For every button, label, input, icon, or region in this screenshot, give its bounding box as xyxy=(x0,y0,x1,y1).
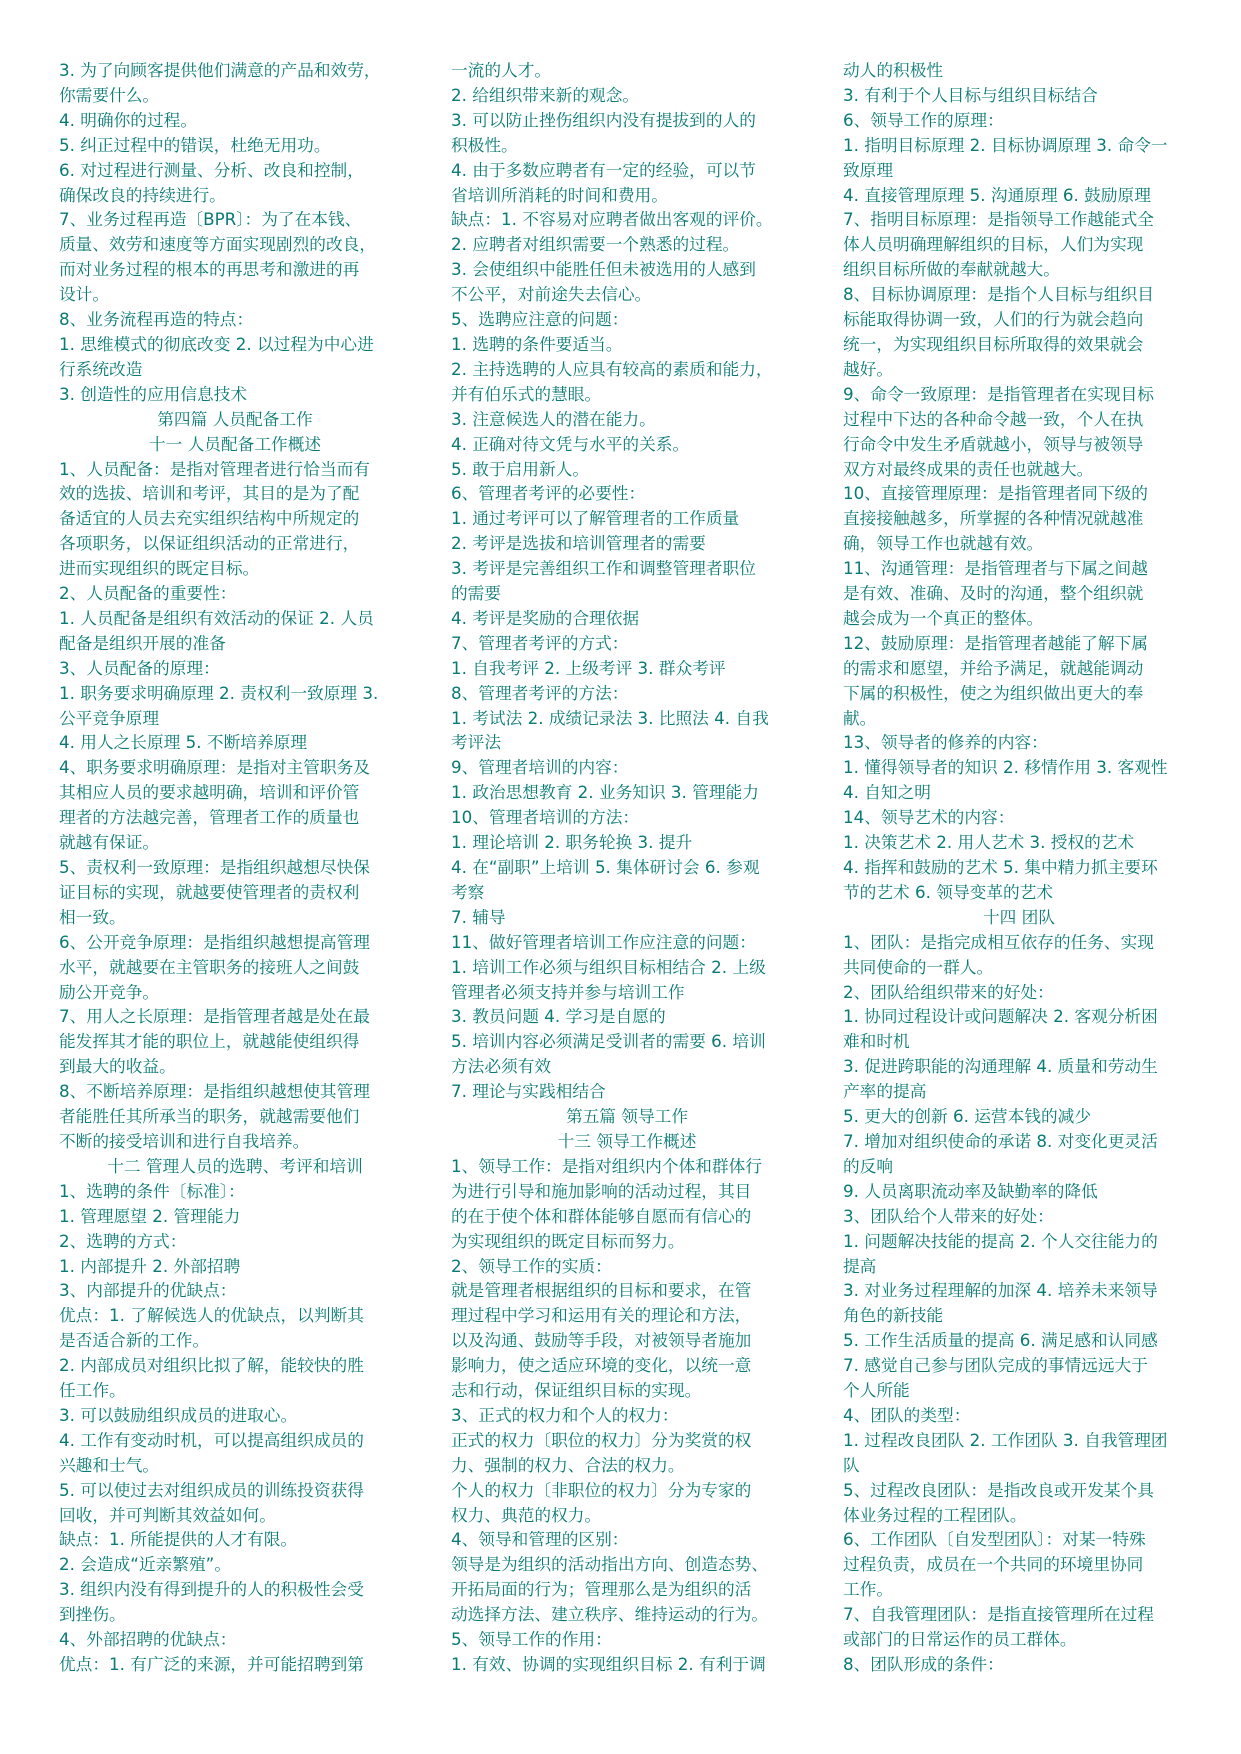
text-line: 是否适合新的工作。 xyxy=(59,1330,210,1351)
text-line: 设计。 xyxy=(59,284,110,305)
text-line: 5. 纠正过程中的错误，杜绝无用功。 xyxy=(59,134,331,155)
text-line: 到挫伤。 xyxy=(59,1604,126,1625)
text-line: 4、外部招聘的优缺点： xyxy=(59,1629,237,1650)
text-line: 影响力，使之适应环境的变化，以统一意 xyxy=(451,1355,752,1376)
text-line: 2、团队给组织带来的好处： xyxy=(843,981,1054,1002)
text-line: 14、领导艺术的内容： xyxy=(843,807,1015,828)
text-line: 任工作。 xyxy=(59,1380,126,1401)
text-line: 4. 指挥和鼓励的艺术 5. 集中精力抓主要环 xyxy=(843,857,1158,877)
text-line: 5、领导工作的作用： xyxy=(451,1629,612,1650)
text-line: 6、公开竞争原理：是指组织越想提高管理 xyxy=(59,931,370,952)
text-line: 8、业务流程再造的特点： xyxy=(59,309,254,330)
text-line: 5、过程改良团队：是指改良或开发某个具 xyxy=(843,1479,1154,1500)
text-line: 1、选聘的条件〔标准〕： xyxy=(59,1180,245,1201)
section-heading: 第五篇 领导工作 xyxy=(565,1106,689,1127)
text-line: 9、命令一致原理：是指管理者在实现目标 xyxy=(843,383,1154,404)
text-line: 2. 考评是选拔和培训管理者的需要 xyxy=(451,533,706,554)
text-line: 1. 政治思想教育 2. 业务知识 3. 管理能力 xyxy=(451,782,759,803)
section-heading: 十三 领导工作概述 xyxy=(557,1130,697,1151)
text-line: 产率的提高 xyxy=(843,1081,927,1102)
text-line: 角色的新技能 xyxy=(843,1305,944,1326)
text-line: 个人所能 xyxy=(843,1380,910,1401)
text-line: 1. 过程改良团队 2. 工作团队 3. 自我管理团 xyxy=(843,1429,1168,1450)
text-line: 4、职务要求明确原理：是指对主管职务及 xyxy=(59,757,370,778)
text-line: 理者的方法越完善，管理者工作的质量也 xyxy=(59,807,360,828)
text-line: 进而实现组织的既定目标。 xyxy=(59,558,260,579)
text-line: 缺点：1. 不容易对应聘者做出客观的评价。 xyxy=(451,209,773,230)
text-line: 者能胜任其所承当的职务，就越需要他们 xyxy=(59,1106,360,1127)
text-line: 队 xyxy=(843,1454,860,1475)
text-line: 省培训所消耗的时间和费用。 xyxy=(451,184,668,205)
text-line: 4. 自知之明 xyxy=(843,782,931,803)
text-line: 权力、典范的权力。 xyxy=(451,1504,602,1525)
text-line: 领导是为组织的活动指出方向、创造态势、 xyxy=(451,1554,769,1575)
text-line: 考察 xyxy=(451,881,485,902)
text-line: 证目标的实现，就越要使管理者的责权利 xyxy=(59,881,360,902)
text-line: 6. 对过程进行测量、分析、改良和控制， xyxy=(59,159,364,180)
text-line: 献。 xyxy=(843,707,877,728)
text-line: 4. 考评是奖励的合理依据 xyxy=(451,607,640,628)
section-heading: 十二 管理人员的选聘、考评和培训 xyxy=(107,1155,363,1176)
text-line: 3. 考评是完善组织工作和调整管理者职位 xyxy=(451,558,756,579)
text-line: 确保改良的持续进行。 xyxy=(59,184,226,205)
text-line: 9、管理者培训的内容： xyxy=(451,757,629,778)
text-line: 13、领导者的修养的内容： xyxy=(843,732,1048,753)
text-line: 4. 正确对待文凭与水平的关系。 xyxy=(451,433,690,454)
text-line: 下属的积极性，使之为组织做出更大的奉 xyxy=(843,682,1144,703)
section-heading: 第四篇 人员配备工作 xyxy=(157,408,313,429)
text-line: 理过程中学习和运用有关的理论和方法， xyxy=(451,1305,752,1326)
text-line: 8、不断培养原理：是指组织越想使其管理 xyxy=(59,1081,370,1102)
text-column-middle xyxy=(451,58,803,1677)
text-line: 行命令中发生矛盾就越小，领导与被领导 xyxy=(843,433,1144,454)
text-line: 组织目标所做的奉献就越大。 xyxy=(843,259,1060,280)
text-line: 3. 注意候选人的潜在能力。 xyxy=(451,408,656,429)
text-line: 方法必须有效 xyxy=(451,1056,552,1077)
text-line: 1、领导工作：是指对组织内个体和群体行 xyxy=(451,1155,762,1176)
text-line: 10、直接管理原理：是指管理者同下级的 xyxy=(843,483,1148,504)
text-line: 不断的接受培训和进行自我培养。 xyxy=(59,1130,310,1151)
text-line: 的需求和愿望，并给予满足，就越能调动 xyxy=(843,657,1144,678)
text-line: 正式的权力〔职位的权力〕分为奖赏的权 xyxy=(451,1429,752,1450)
text-column-left xyxy=(59,58,411,1677)
text-line: 1. 指明目标原理 2. 目标协调原理 3. 命令一 xyxy=(843,134,1168,155)
text-line: 1. 理论培训 2. 职务轮换 3. 提升 xyxy=(451,832,693,853)
text-line: 4. 直接管理原理 5. 沟通原理 6. 鼓励原理 xyxy=(843,184,1151,205)
text-line: 4. 明确你的过程。 xyxy=(59,109,198,130)
text-line: 就越有保证。 xyxy=(59,832,160,853)
text-line: 5、选聘应注意的问题： xyxy=(451,309,629,330)
text-line: 到最大的收益。 xyxy=(59,1056,176,1077)
text-line: 力、强制的权力、合法的权力。 xyxy=(451,1454,685,1475)
text-line: 2. 主持选聘的人应具有较高的素质和能力， xyxy=(451,358,773,379)
text-line: 缺点：1. 所能提供的人才有限。 xyxy=(59,1529,298,1550)
text-line: 7. 辅导 xyxy=(451,906,506,927)
text-line: 7. 理论与实践相结合 xyxy=(451,1081,606,1102)
text-line: 7、用人之长原理：是指管理者越是处在最 xyxy=(59,1006,370,1027)
text-line: 5. 更大的创新 6. 运营本钱的减少 xyxy=(843,1106,1092,1127)
text-line: 5. 可以使过去对组织成员的训练投资获得 xyxy=(59,1479,364,1500)
text-line: 5. 工作生活质量的提高 6. 满足感和认同感 xyxy=(843,1330,1158,1351)
text-line: 1. 选聘的条件要适当。 xyxy=(451,333,623,354)
text-line: 为进行引导和施加影响的活动过程，其目 xyxy=(451,1180,752,1201)
text-line: 4. 用人之长原理 5. 不断培养原理 xyxy=(59,732,308,753)
text-line: 动人的积极性 xyxy=(843,60,944,80)
text-line: 1. 人员配备是组织有效活动的保证 2. 人员 xyxy=(59,607,374,628)
text-line: 4. 在“副职”上培训 5. 集体研讨会 6. 参观 xyxy=(451,857,760,877)
text-line: 6、领导工作的原理： xyxy=(843,109,1004,130)
text-line: 越会成为一个真正的整体。 xyxy=(843,607,1044,628)
text-line: 公平竞争原理 xyxy=(59,707,160,728)
text-line: 工作。 xyxy=(843,1579,894,1600)
text-line: 一流的人才。 xyxy=(451,60,552,80)
text-line: 1. 管理愿望 2. 管理能力 xyxy=(59,1205,241,1226)
text-line: 志和行动，保证组织目标的实现。 xyxy=(451,1380,702,1401)
text-line: 3、正式的权力和个人的权力： xyxy=(451,1404,679,1425)
text-line: 5. 培训内容必须满足受训者的需要 6. 培训 xyxy=(451,1031,766,1052)
section-heading: 十四 团队 xyxy=(982,906,1056,927)
text-line: 2、选聘的方式： xyxy=(59,1230,187,1251)
text-line: 11、做好管理者培训工作应注意的问题： xyxy=(451,931,756,952)
text-line: 7、自我管理团队：是指直接管理所在过程 xyxy=(843,1604,1154,1625)
text-line: 体业务过程的工程团队。 xyxy=(843,1504,1027,1525)
text-line: 致原理 xyxy=(843,159,894,180)
text-line: 1. 自我考评 2. 上级考评 3. 群众考评 xyxy=(451,657,726,678)
text-line: 积极性。 xyxy=(451,134,518,155)
text-line: 2. 内部成员对组织比拟了解，能较快的胜 xyxy=(59,1355,364,1376)
text-line: 配备是组织开展的准备 xyxy=(59,632,226,653)
text-line: 水平，就越要在主管职务的接班人之间鼓 xyxy=(59,956,360,977)
text-line: 4、团队的类型： xyxy=(843,1404,971,1425)
text-line: 4、领导和管理的区别： xyxy=(451,1529,629,1550)
text-line: 共同使命的一群人。 xyxy=(843,956,994,977)
text-line: 或部门的日常运作的员工群体。 xyxy=(843,1629,1077,1650)
text-line: 优点：1. 有广泛的来源，并可能招聘到第 xyxy=(59,1654,364,1674)
text-line: 4. 工作有变动时机，可以提高组织成员的 xyxy=(59,1429,364,1450)
text-line: 提高 xyxy=(843,1255,877,1276)
text-line: 标能取得协调一致，人们的行为就会趋向 xyxy=(843,309,1144,330)
text-line: 3、团队给个人带来的好处： xyxy=(843,1205,1054,1226)
text-line: 1. 决策艺术 2. 用人艺术 3. 授权的艺术 xyxy=(843,832,1135,853)
text-line: 是有效、准确、及时的沟通，整个组织就 xyxy=(843,583,1144,604)
text-line: 4. 由于多数应聘者有一定的经验，可以节 xyxy=(451,159,756,180)
text-line: 2. 会造成“近亲繁殖”。 xyxy=(59,1554,232,1575)
text-line: 相一致。 xyxy=(59,906,126,927)
text-line: 3. 可以防止挫伤组织内没有提拔到的人的 xyxy=(451,109,756,130)
text-line: 难和时机 xyxy=(843,1031,910,1052)
text-line: 励公开竞争。 xyxy=(59,981,160,1002)
text-line: 并有伯乐式的慧眼。 xyxy=(451,383,602,404)
text-line: 就是管理者根据组织的目标和要求，在管 xyxy=(451,1280,752,1301)
text-line: 1. 职务要求明确原理 2. 责权利一致原理 3. xyxy=(59,682,379,703)
section-heading: 十一 人员配备工作概述 xyxy=(148,433,322,454)
text-line: 5、责权利一致原理：是指组织越想尽快保 xyxy=(59,857,370,877)
text-line: 开拓局面的行为；管理那么是为组织的活 xyxy=(451,1579,752,1600)
text-line: 11、沟通管理：是指管理者与下属之间越 xyxy=(843,558,1148,579)
text-line: 能发挥其才能的职位上，就越能使组织得 xyxy=(59,1031,360,1052)
text-line: 回收，并可判断其效益如何。 xyxy=(59,1504,276,1525)
text-line: 统一，为实现组织目标所取得的效果就会 xyxy=(843,333,1144,354)
text-line: 3. 为了向顾客提供他们满意的产品和效劳， xyxy=(59,60,381,80)
text-line: 3. 有利于个人目标与组织目标结合 xyxy=(843,84,1098,105)
text-line: 过程中下达的各种命令越一致，个人在执 xyxy=(843,408,1144,429)
text-line: 8、团队形成的条件： xyxy=(843,1654,1004,1674)
text-line: 管理者必须支持并参与培训工作 xyxy=(451,981,685,1002)
text-line: 动选择方法、建立秩序、维持运动的行为。 xyxy=(451,1604,769,1625)
text-line: 不公平，对前途失去信心。 xyxy=(451,284,652,305)
text-line: 3. 对业务过程理解的加深 4. 培养未来领导 xyxy=(843,1280,1158,1301)
text-line: 2. 应聘者对组织需要一个熟悉的过程。 xyxy=(451,234,740,255)
text-line: 7、管理者考评的方式： xyxy=(451,632,629,653)
text-line: 7、业务过程再造〔BPR〕：为了在本钱、 xyxy=(59,209,362,230)
text-line: 节的艺术 6. 领导变革的艺术 xyxy=(843,881,1054,902)
text-line: 其相应人员的要求越明确，培训和评价管 xyxy=(59,782,360,803)
text-line: 行系统改造 xyxy=(59,358,143,379)
text-line: 5. 敢于启用新人。 xyxy=(451,458,590,479)
text-line: 的在于使个体和群体能够自愿而有信心的 xyxy=(451,1205,752,1226)
text-line: 3、内部提升的优缺点： xyxy=(59,1280,237,1301)
text-line: 1. 内部提升 2. 外部招聘 xyxy=(59,1255,241,1276)
text-line: 效的选拔、培训和考评，其目的是为了配 xyxy=(59,483,360,504)
text-line: 各项职务，以保证组织活动的正常进行， xyxy=(59,533,360,554)
text-line: 1. 通过考评可以了解管理者的工作质量 xyxy=(451,508,740,529)
text-line: 7、指明目标原理：是指领导工作越能式全 xyxy=(843,209,1154,230)
text-line: 你需要什么。 xyxy=(59,84,160,105)
text-line: 8、目标协调原理：是指个人目标与组织目 xyxy=(843,284,1154,305)
text-line: 过程负责，成员在一个共同的环境里协同 xyxy=(843,1554,1144,1575)
text-line: 优点：1. 了解候选人的优缺点，以判断其 xyxy=(59,1305,364,1326)
text-line: 兴趣和士气。 xyxy=(59,1454,160,1475)
text-line: 1. 思维模式的彻底改变 2. 以过程为中心进 xyxy=(59,333,374,354)
text-line: 双方对最终成果的责任也就越大。 xyxy=(843,458,1094,479)
text-line: 10、管理者培训的方法： xyxy=(451,807,640,828)
text-line: 备适宜的人员去充实组织结构中所规定的 xyxy=(59,508,360,529)
text-line: 3. 可以鼓励组织成员的进取心。 xyxy=(59,1404,298,1425)
text-line: 1、人员配备：是指对管理者进行恰当而有 xyxy=(59,458,370,479)
text-line: 12、鼓励原理：是指管理者越能了解下属 xyxy=(843,632,1148,653)
text-line: 直接接触越多，所掌握的各种情况就越准 xyxy=(843,508,1144,529)
text-line: 6、工作团队〔自发型团队〕：对某一特殊 xyxy=(843,1529,1146,1550)
text-line: 3. 组织内没有得到提升的人的积极性会受 xyxy=(59,1579,364,1600)
text-line: 2. 给组织带来新的观念。 xyxy=(451,84,640,105)
text-line: 3. 会使组织中能胜任但未被选用的人感到 xyxy=(451,259,756,280)
text-line: 2、人员配备的重要性： xyxy=(59,583,237,604)
text-line: 体人员明确理解组织的目标，人们为实现 xyxy=(843,234,1144,255)
text-line: 1. 懂得领导者的知识 2. 移情作用 3. 客观性 xyxy=(843,757,1168,778)
text-line: 7. 感觉自己参与团队完成的事情远远大于 xyxy=(843,1355,1148,1376)
text-column-right xyxy=(843,58,1195,1677)
text-line: 的反响 xyxy=(843,1155,894,1176)
text-line: 1. 考试法 2. 成绩记录法 3. 比照法 4. 自我 xyxy=(451,707,769,728)
text-line: 9. 人员离职流动率及缺勤率的降低 xyxy=(843,1180,1098,1201)
text-line: 3、人员配备的原理： xyxy=(59,657,220,678)
text-line: 7. 增加对组织使命的承诺 8. 对变化更灵活 xyxy=(843,1130,1158,1151)
text-line: 1. 培训工作必须与组织目标相结合 2. 上级 xyxy=(451,956,766,977)
text-line: 1. 有效、协调的实现组织目标 2. 有利于调 xyxy=(451,1654,766,1674)
text-line: 而对业务过程的根本的再思考和激进的再 xyxy=(59,259,360,280)
text-line: 3. 促进跨职能的沟通理解 4. 质量和劳动生 xyxy=(843,1056,1158,1077)
text-line: 确，领导工作也就越有效。 xyxy=(843,533,1044,554)
text-line: 1. 问题解决技能的提高 2. 个人交往能力的 xyxy=(843,1230,1158,1251)
text-line: 越好。 xyxy=(843,358,894,379)
text-line: 的需要 xyxy=(451,583,502,604)
text-line: 3. 创造性的应用信息技术 xyxy=(59,383,248,404)
text-line: 质量、效劳和速度等方面实现剧烈的改良， xyxy=(59,234,377,255)
text-line: 3. 教员问题 4. 学习是自愿的 xyxy=(451,1006,666,1027)
text-line: 1. 协同过程设计或问题解决 2. 客观分析困 xyxy=(843,1006,1158,1027)
text-line: 考评法 xyxy=(451,732,502,753)
text-line: 8、管理者考评的方法： xyxy=(451,682,629,703)
text-line: 为实现组织的既定目标而努力。 xyxy=(451,1230,685,1251)
text-line: 6、管理者考评的必要性： xyxy=(451,483,646,504)
text-line: 个人的权力〔非职位的权力〕分为专家的 xyxy=(451,1479,752,1500)
text-line: 2、领导工作的实质： xyxy=(451,1255,612,1276)
text-line: 以及沟通、鼓励等手段，对被领导者施加 xyxy=(451,1330,752,1351)
text-line: 1、团队：是指完成相互依存的任务、实现 xyxy=(843,931,1154,952)
